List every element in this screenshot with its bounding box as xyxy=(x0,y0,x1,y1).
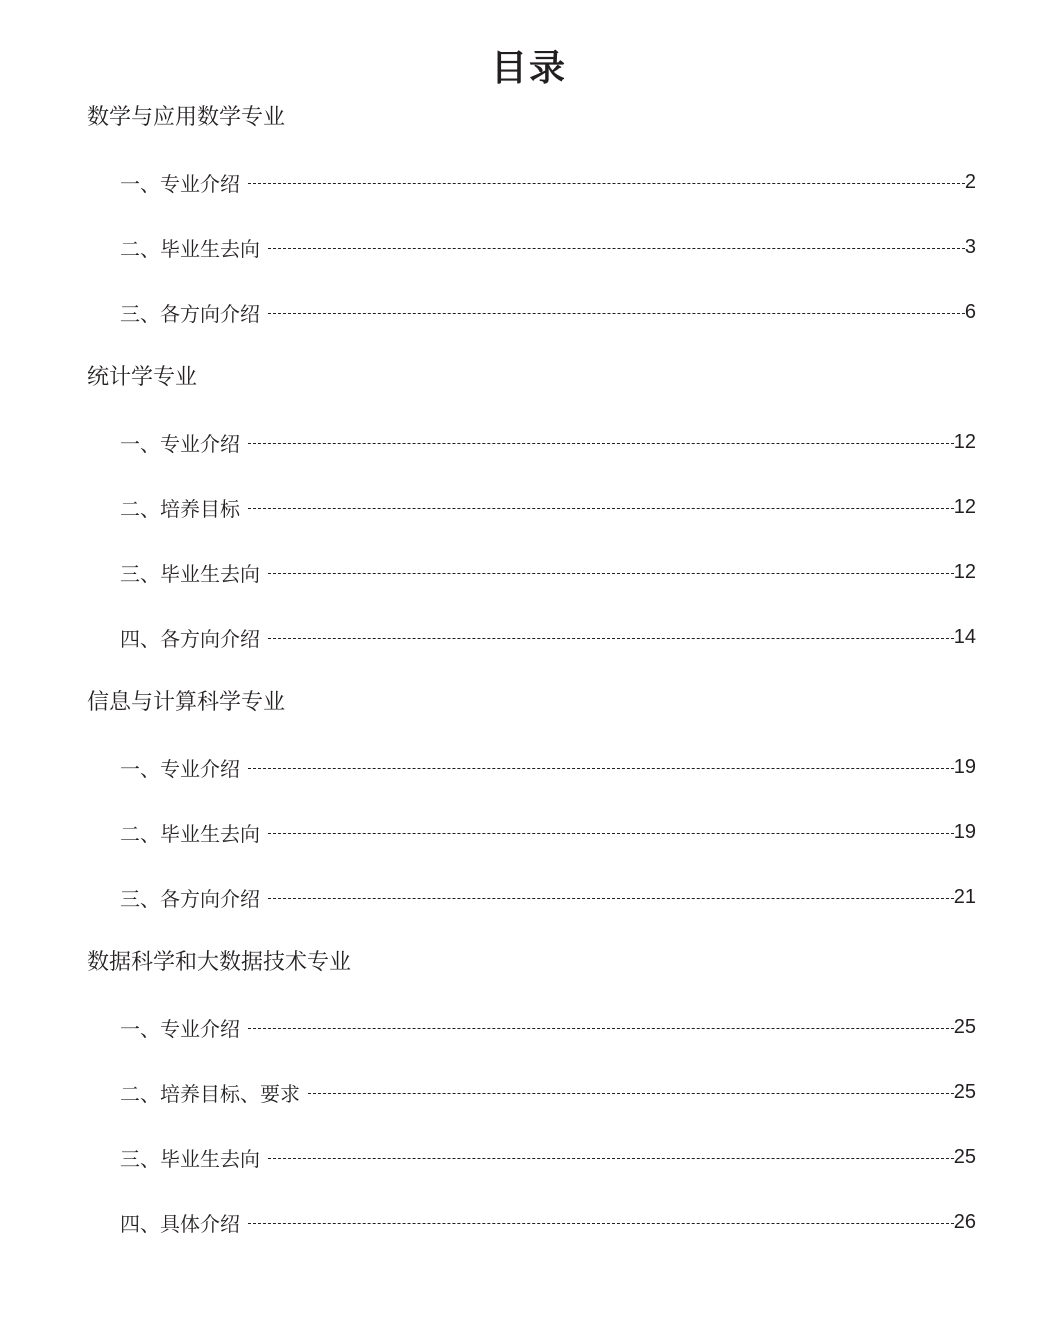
entry-page-number: 6 xyxy=(964,300,976,323)
entry-label: 一、专业介绍 xyxy=(120,756,240,781)
entry-page-number: 25 xyxy=(953,1015,976,1038)
entry-label: 三、各方向介绍 xyxy=(120,301,260,326)
section-heading: 统计学专业 xyxy=(87,365,198,390)
dotted-leader xyxy=(248,443,954,444)
entry-label: 一、专业介绍 xyxy=(120,171,240,196)
toc-entry[interactable] xyxy=(120,817,976,847)
entry-page-number: 2 xyxy=(964,170,976,193)
dotted-leader xyxy=(248,183,965,184)
toc-entry[interactable] xyxy=(120,752,976,782)
dotted-leader xyxy=(308,1093,954,1094)
toc-entry[interactable] xyxy=(120,1012,976,1042)
toc-entry[interactable] xyxy=(120,427,976,457)
toc-entry[interactable] xyxy=(120,492,976,522)
entry-page-number: 14 xyxy=(953,625,976,648)
entry-page-number: 19 xyxy=(953,820,976,843)
entry-page-number: 26 xyxy=(953,1210,976,1233)
dotted-leader xyxy=(268,313,965,314)
toc-entry[interactable] xyxy=(120,557,976,587)
entry-label: 四、各方向介绍 xyxy=(120,626,260,651)
entry-page-number: 12 xyxy=(953,430,976,453)
dotted-leader xyxy=(268,833,954,834)
entry-page-number: 25 xyxy=(953,1080,976,1103)
entry-page-number: 12 xyxy=(953,495,976,518)
section-heading: 信息与计算科学专业 xyxy=(87,690,286,715)
entry-label: 三、各方向介绍 xyxy=(120,886,260,911)
dotted-leader xyxy=(268,898,954,899)
entry-label: 一、专业介绍 xyxy=(120,1016,240,1041)
toc-entry[interactable] xyxy=(120,297,976,327)
dotted-leader xyxy=(268,248,965,249)
dotted-leader xyxy=(248,768,954,769)
dotted-leader xyxy=(268,1158,954,1159)
toc-entry[interactable] xyxy=(120,1207,976,1237)
entry-page-number: 19 xyxy=(953,755,976,778)
entry-label: 二、培养目标 xyxy=(120,496,240,521)
entry-label: 四、具体介绍 xyxy=(120,1211,240,1236)
toc-entry[interactable] xyxy=(120,622,976,652)
dotted-leader xyxy=(248,1223,954,1224)
entry-label: 三、毕业生去向 xyxy=(120,1146,260,1171)
entry-label: 三、毕业生去向 xyxy=(120,561,260,586)
toc-entry[interactable] xyxy=(120,882,976,912)
entry-label: 二、毕业生去向 xyxy=(120,821,260,846)
toc-entry[interactable] xyxy=(120,1077,976,1107)
dotted-leader xyxy=(268,638,954,639)
dotted-leader xyxy=(268,573,954,574)
section-heading: 数学与应用数学专业 xyxy=(87,105,286,130)
dotted-leader xyxy=(248,1028,954,1029)
entry-page-number: 12 xyxy=(953,560,976,583)
entry-label: 二、毕业生去向 xyxy=(120,236,260,261)
entry-page-number: 21 xyxy=(953,885,976,908)
entry-label: 一、专业介绍 xyxy=(120,431,240,456)
entry-page-number: 3 xyxy=(964,235,976,258)
toc-entry[interactable] xyxy=(120,1142,976,1172)
toc-entry[interactable] xyxy=(120,232,976,262)
section-heading: 数据科学和大数据技术专业 xyxy=(87,950,352,975)
toc-entry[interactable] xyxy=(120,167,976,197)
entry-label: 二、培养目标、要求 xyxy=(120,1081,300,1106)
toc-title: 目录 xyxy=(490,48,567,89)
entry-page-number: 25 xyxy=(953,1145,976,1168)
dotted-leader xyxy=(248,508,954,509)
